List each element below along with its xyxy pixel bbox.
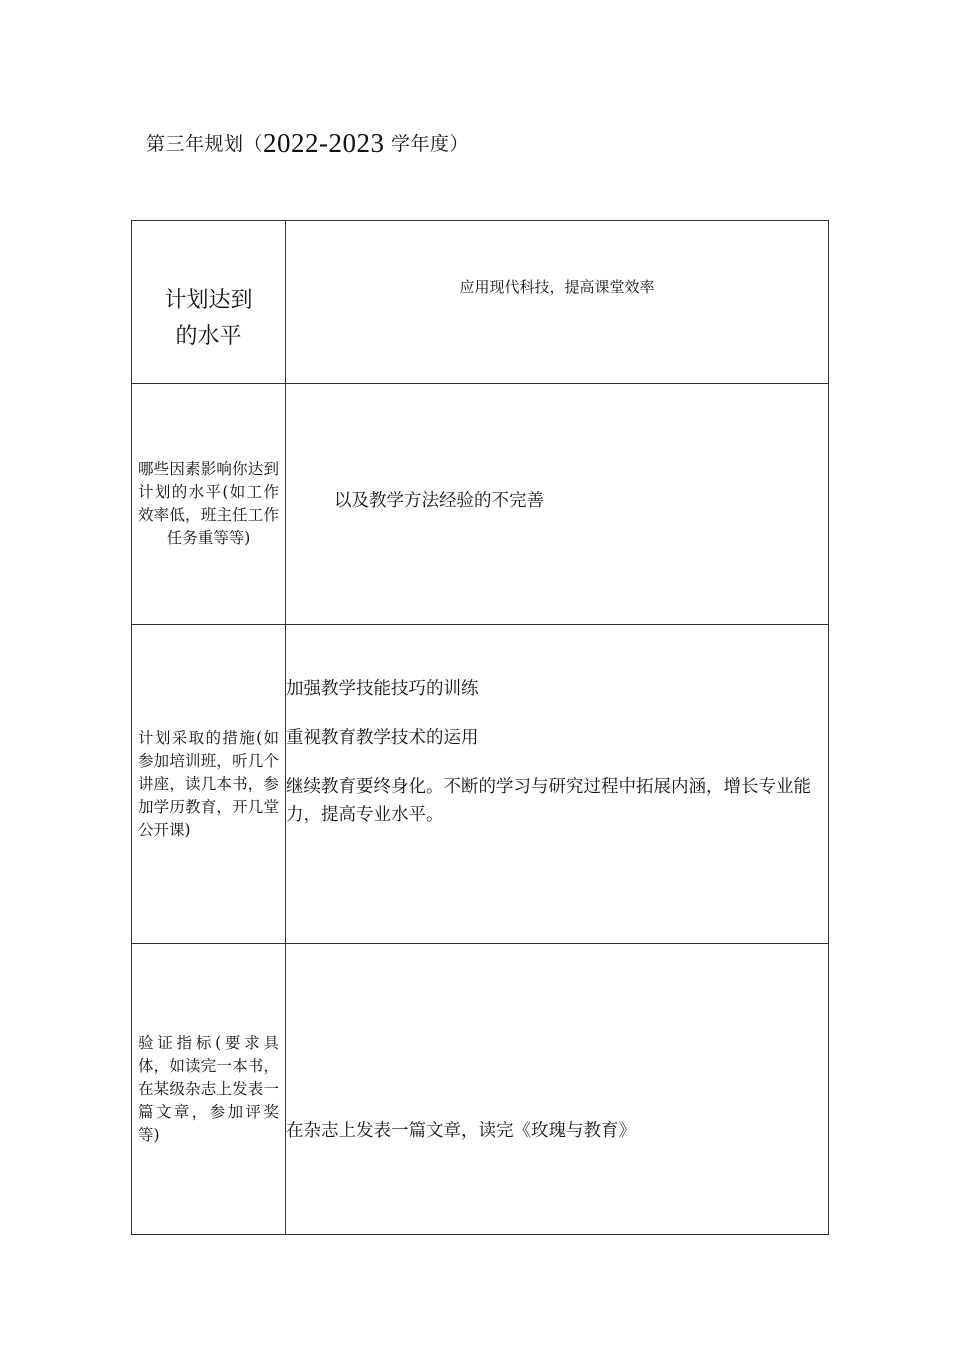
label-cell — [132, 384, 286, 625]
label-cell — [132, 625, 286, 944]
table-row — [132, 944, 829, 1235]
row-label-line: 计划达到 — [164, 288, 253, 313]
row-label: 哪些因素影响你达到计划的水平(如工作效率低，班主任工作任务重等等) — [138, 460, 279, 547]
row-label: 计划采取的措施(如参加培训班，听几个讲座，读几本书，参加学历教育，开几堂公开课) — [138, 728, 279, 839]
content-cell — [286, 384, 829, 625]
content-text: 在杂志上发表一篇文章，读完《玫瑰与教育》 — [286, 1120, 636, 1141]
page-title — [146, 128, 469, 159]
content-paragraph: 加强教学技能技巧的训练 — [286, 679, 479, 699]
content-cell — [286, 625, 829, 944]
table-row — [132, 625, 829, 944]
label-cell — [132, 221, 286, 384]
row-label — [132, 249, 285, 355]
title-years: 2022-2023 — [263, 128, 385, 158]
table-row — [132, 221, 829, 384]
content-text: 应用现代科技，提高课堂效率 — [459, 278, 655, 296]
content-cell — [286, 944, 829, 1235]
content-paragraph: 重视教育教学技术的运用 — [286, 728, 479, 748]
title-suffix: 学年度） — [384, 133, 470, 155]
row-label-line: 的水平 — [175, 324, 242, 349]
content-text: 以及教学方法经验的不完善 — [334, 491, 544, 511]
label-cell — [132, 944, 286, 1235]
plan-table — [131, 220, 829, 1235]
table-row — [132, 384, 829, 625]
content-cell — [286, 221, 829, 384]
title-prefix: 第三年规划（ — [146, 133, 264, 155]
content-paragraph: 继续教育要终身化。不断的学习与研究过程中拓展内涵，增长专业能力，提高专业水平。 — [286, 777, 811, 825]
row-label: 验证指标(要求具体，如读完一本书，在某级杂志上发表一篇文章，参加评奖等) — [138, 1033, 279, 1144]
